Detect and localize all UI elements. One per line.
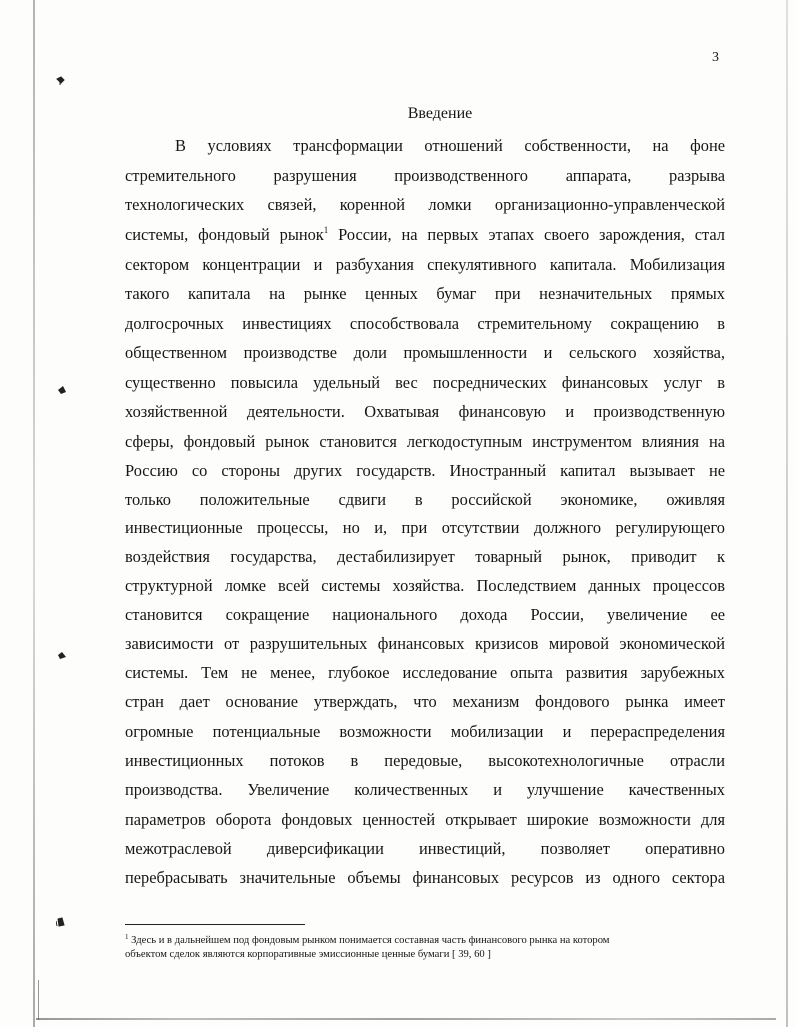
- scan-speck: [56, 75, 66, 85]
- page-title: Введение: [407, 105, 473, 122]
- text-line: стремительного разрушения производственного аппарата, разрыва: [125, 166, 725, 185]
- scan-speck: [57, 651, 67, 661]
- text-line: перебрасывать значительные объемы финансовых ресурсов из одного сектора: [125, 868, 725, 887]
- text-line: структурной ломке всей системы хозяйства. Последствием данных процессов: [125, 576, 725, 595]
- text-line: становится сокращение национального дохода России, увеличение ее: [125, 605, 725, 624]
- scan-right-edge: [786, 0, 788, 1027]
- text-line: только положительные сдвиги в российской экономике, оживляя: [125, 490, 725, 509]
- text-fragment: системы, фондовый рынок: [125, 225, 324, 244]
- text-line: системы. Тем не менее, глубокое исследование опыта развития зарубежных: [125, 663, 725, 682]
- text-line: общественном производстве доли промышленности и сельского хозяйства,: [125, 343, 725, 362]
- text-line: Россию со стороны других государств. Иностранный капитал вызывает не: [125, 461, 725, 480]
- text-line: межотраслевой диверсификации инвестиций, позволяет оперативно: [125, 839, 725, 858]
- text-line: производства. Увеличение количественных и улучшение качественных: [125, 780, 725, 799]
- scan-speck: [57, 385, 67, 395]
- footnote-separator: [125, 924, 305, 925]
- text-line: воздействия государства, дестабилизирует товарный рынок, приводит к: [125, 547, 725, 566]
- footnote-marker: 1: [125, 933, 129, 941]
- text-line: существенно повысила удельный вес посреднических финансовых услуг в: [125, 373, 725, 392]
- footnote-line: [125, 934, 610, 947]
- text-line: долгосрочных инвестициях способствовала стремительному сокращению в: [125, 314, 725, 333]
- footnote-text: Здесь и в дальнейшем под фондовым рынком понимается составная часть финансового рынка на котором: [131, 935, 610, 946]
- text-line: сферы, фондовый рынок становится легкодоступным инструментом влияния на: [125, 432, 725, 451]
- footnote-reference[interactable]: 1: [323, 225, 329, 235]
- text-line: параметров оборота фондовых ценностей открывает широкие возможности для: [125, 810, 725, 829]
- text-line: В условиях трансформации отношений собственности, на фоне: [175, 136, 725, 155]
- text-line: огромные потенциальные возможности мобилизации и перераспределения: [125, 722, 725, 741]
- scan-speck: [56, 917, 66, 927]
- text-line: хозяйственной деятельности. Охватывая финансовую и производственную: [125, 402, 725, 421]
- scan-bottom-edge: [36, 1018, 776, 1020]
- text-line: сектором концентрации и разбухания спекулятивного капитала. Мобилизация: [125, 255, 725, 274]
- footnote-line: объектом сделок являются корпоративные эмиссионные ценные бумаги [ 39, 60 ]: [125, 949, 491, 960]
- text-line: стран дает основание утверждать, что механизм фондового рынка имеет: [125, 692, 725, 711]
- text-line: инвестиционных потоков в передовые, высокотехнологичные отрасли: [125, 751, 725, 770]
- text-line: [125, 225, 725, 245]
- scan-left-edge-mark: [38, 980, 39, 1020]
- page-number: 3: [712, 50, 719, 65]
- scan-left-edge: [33, 0, 35, 1027]
- text-line: такого капитала на рынке ценных бумаг при незначительных прямых: [125, 284, 725, 303]
- text-line: технологических связей, коренной ломки организационно-управленческой: [125, 195, 725, 214]
- text-line: инвестиционные процессы, но и, при отсутствии должного регулирующего: [125, 518, 725, 537]
- text-fragment: России, на первых этапах своего зарождения, стал: [338, 225, 725, 244]
- text-line: зависимости от разрушительных финансовых кризисов мировой экономической: [125, 634, 725, 653]
